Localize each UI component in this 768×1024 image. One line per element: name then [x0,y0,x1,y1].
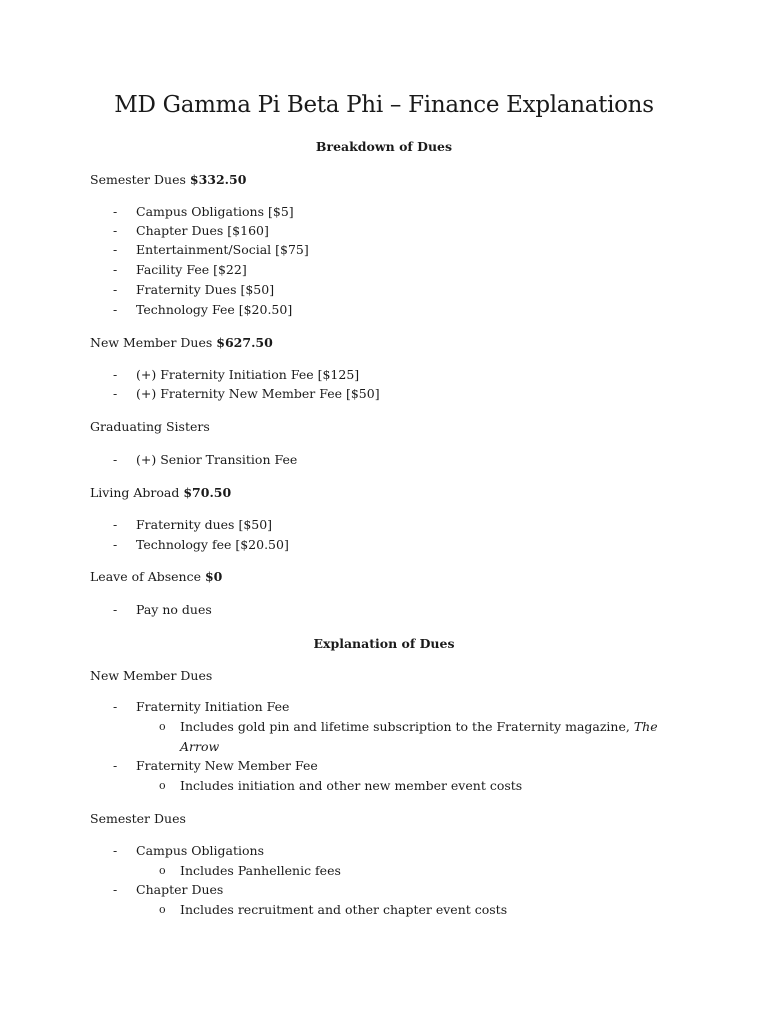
living-abroad-amount: $70.50 [183,485,232,500]
list-dash: - [113,242,118,257]
list-dash: - [113,452,118,467]
list-item: Chapter Dues [$160] [136,223,269,238]
list-item: Pay no dues [136,602,212,617]
sub-bullet: o [159,903,166,916]
list-dash: - [113,602,118,617]
exp-new-member-label: New Member Dues [90,668,213,683]
breakdown-heading: Breakdown of Dues [315,139,453,154]
leave-of-absence-label: Leave of Absence [90,569,201,584]
leave-of-absence-amount: $0 [204,569,223,584]
leave-of-absence-line [90,569,222,585]
sub-bullet: o [159,779,166,792]
list-item: Fraternity New Member Fee [136,758,318,773]
semester-dues-line [90,172,246,188]
list-item: (+) Fraternity New Member Fee [$50] [136,386,380,401]
list-dash: - [113,367,118,382]
magazine-title-part2: Arrow [180,739,220,754]
list-dash: - [113,882,118,897]
new-member-dues-label: New Member Dues [90,335,213,350]
list-item: Fraternity Initiation Fee [136,699,290,714]
list-item: Fraternity Dues [$50] [136,282,275,297]
sub-list-item: Includes Panhellenic fees [180,863,341,878]
explanation-heading: Explanation of Dues [313,636,455,651]
sub-list-item: Includes initiation and other new member event costs [180,778,523,793]
sub-bullet: o [159,720,166,733]
sub-list-item: Includes recruitment and other chapter event costs [180,902,508,917]
exp-semester-label: Semester Dues [90,811,186,826]
list-item: Technology Fee [$20.50] [136,302,293,317]
list-item: Chapter Dues [136,882,224,897]
list-item: (+) Fraternity Initiation Fee [$125] [136,367,360,382]
list-dash: - [113,537,118,552]
sub-item-text: Includes gold pin and lifetime subscription to the Fraternity magazine, [180,719,630,734]
semester-dues-label: Semester Dues [90,172,186,187]
list-item: Technology fee [$20.50] [136,537,289,552]
list-dash: - [113,843,118,858]
list-dash: - [113,699,118,714]
list-dash: - [113,517,118,532]
list-dash: - [113,262,118,277]
list-dash: - [113,223,118,238]
living-abroad-line [90,485,231,501]
list-item: Facility Fee [$22] [136,262,247,277]
semester-dues-amount: $332.50 [189,172,247,187]
list-item: Fraternity dues [$50] [136,517,273,532]
page-title: MD Gamma Pi Beta Phi – Finance Explanations [114,92,654,118]
list-dash: - [113,204,118,219]
graduating-sisters-label: Graduating Sisters [90,419,210,434]
sub-list-item [180,719,658,735]
list-dash: - [113,386,118,401]
sub-bullet: o [159,864,166,877]
list-item: Campus Obligations [$5] [136,204,294,219]
magazine-title-part1: The [633,719,658,734]
new-member-dues-line [90,335,273,351]
list-item: Entertainment/Social [$75] [136,242,309,257]
living-abroad-label: Living Abroad [90,485,180,500]
list-dash: - [113,282,118,297]
list-dash: - [113,758,118,773]
list-item: Campus Obligations [136,843,265,858]
list-dash: - [113,302,118,317]
new-member-dues-amount: $627.50 [216,335,273,350]
list-item: (+) Senior Transition Fee [136,452,298,467]
